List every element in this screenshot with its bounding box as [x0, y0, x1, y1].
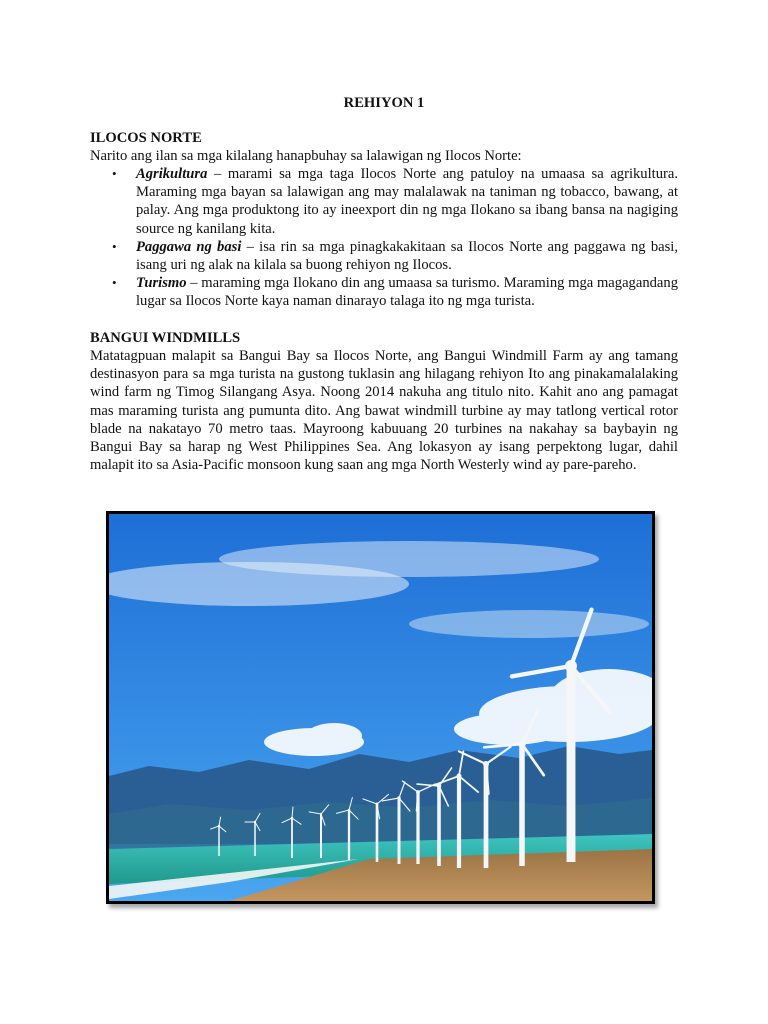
windmills-illustration	[109, 514, 652, 901]
bangui-paragraph: Matatagpuan malapit sa Bangui Bay sa Ilocos Norte, ang Bangui Windmill Farm ay ang tamang destinasyon para sa mga turista na gustong tuklasin ang hilagang rehiyon Ito ang pinakamalalaking wind farm ng Timog Silangang Asya. Noong 2014 nakuha ang titulo nito. Kahit ano ang pamagat mas maraming turista ang pumunta dito. Ang bawat windmill turbine ay may tatlong vertical rotor blade na nakatayo 70 metro taas. Mayroong kabuuang 20 turbines na nakahay sa baybayin ng Bangui Bay sa harap ng West Philippines Sea. Ang lokasyon ay isang perpektong lugar, dahil malapit ito sa Asia-Pacific monsoon kung saan ang mga North Westerly wind ay pare-pareho.	[90, 348, 678, 474]
item-description: – isa rin sa mga pinagkakakitaan sa Ilocos Norte ang paggawa ng basi, isang uri ng alak na kilala sa buong rehiyon ng Ilocos.	[136, 238, 678, 274]
bullet-icon: •	[112, 166, 117, 181]
list-item-paggawa-ng-basi	[90, 238, 678, 274]
item-description: – maraming mga Ilokano din ang umaasa sa turismo. Maraming mga magagandang lugar sa Ilocos Norte kaya naman dinarayo talaga ito ng mga turista.	[136, 275, 678, 310]
document-title: REHIYON 1	[343, 95, 425, 111]
windmills-photo	[106, 511, 655, 904]
item-description: – marami sa mga taga Ilocos Norte ang patuloy na umaasa sa agrikultura. Maraming mga bayan sa lalawigan ang may malalawak na taniman ng tobacco, bawang, at palay. Ang mga produktong ito ay ineexport din ng mga Ilokano sa ibang bansa na nagiging source ng kanilang kita.	[136, 166, 678, 237]
list-item-turismo	[90, 274, 678, 310]
term-label: Agrikultura	[136, 166, 208, 182]
section-heading-bangui-windmills: BANGUI WINDMILLS	[90, 330, 241, 346]
livelihood-list	[90, 165, 678, 311]
term-label: Paggawa ng basi	[136, 238, 242, 255]
bullet-icon: •	[112, 238, 117, 254]
bullet-icon: •	[112, 275, 117, 291]
intro-text: Narito ang ilan sa mga kilalang hanapbuhay sa lalawigan ng Ilocos Norte:	[90, 148, 522, 164]
list-item-agrikultura	[90, 165, 678, 238]
section-heading-ilocos-norte: ILOCOS NORTE	[90, 130, 202, 146]
term-label: Turismo	[136, 275, 187, 292]
